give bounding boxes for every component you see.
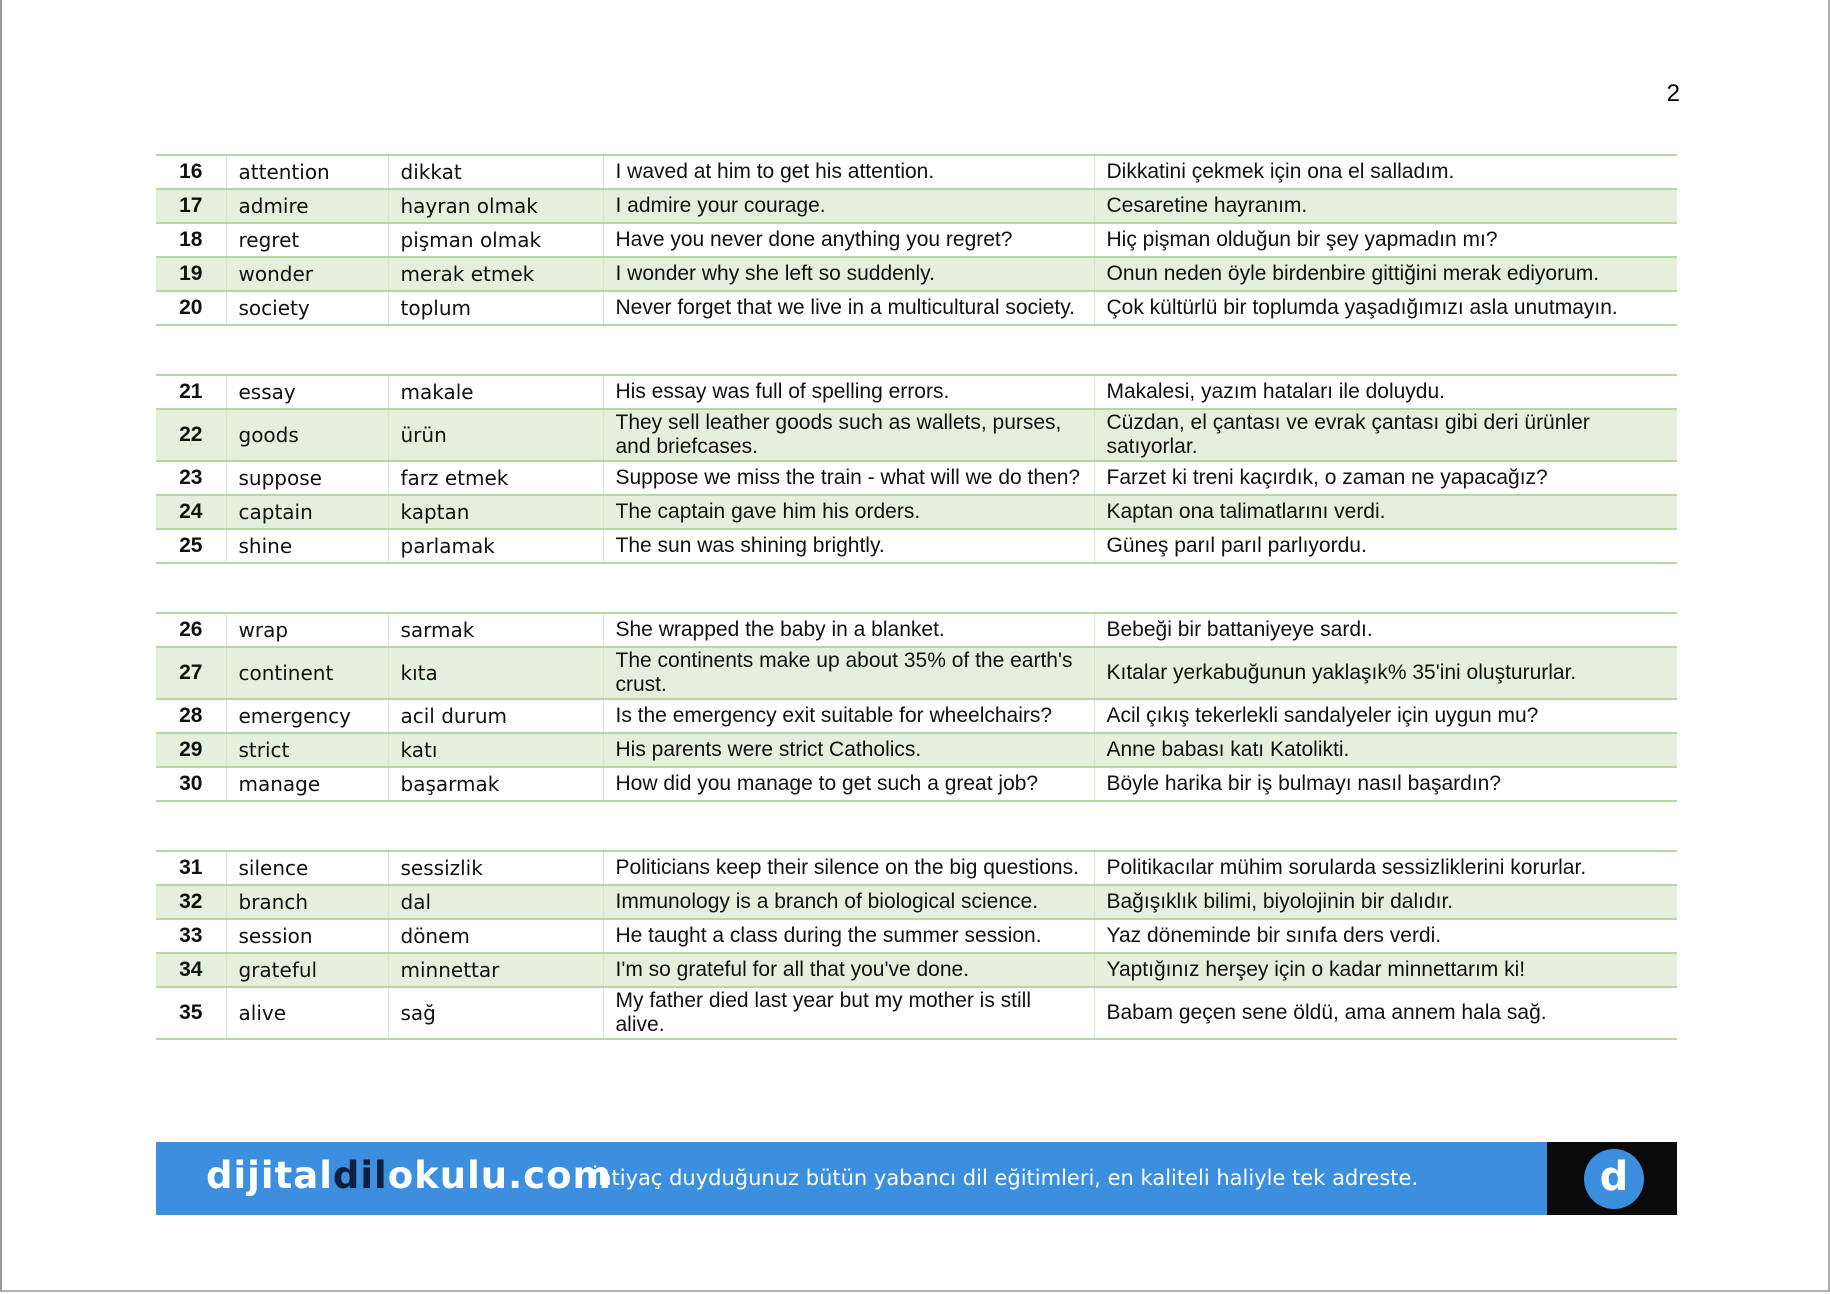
table-row xyxy=(156,647,1677,699)
example-sentence: His parents were strict Catholics. xyxy=(603,733,1094,767)
table-row xyxy=(156,461,1677,495)
english-word: captain xyxy=(226,495,388,529)
example-sentence: The captain gave him his orders. xyxy=(603,495,1094,529)
example-translation: Babam geçen sene öldü, ama annem hala sağ. xyxy=(1094,987,1677,1039)
example-translation: Anne babası katı Katolikti. xyxy=(1094,733,1677,767)
row-number: 24 xyxy=(156,495,226,529)
table-row xyxy=(156,851,1677,885)
example-translation: Politikacılar mühim sorularda sessizliklerini korurlar. xyxy=(1094,851,1677,885)
example-translation: Cüzdan, el çantası ve evrak çantası gibi deri ürünler satıyorlar. xyxy=(1094,409,1677,461)
row-number: 32 xyxy=(156,885,226,919)
logo-icon[interactable]: d xyxy=(1584,1149,1644,1209)
example-translation: Makalesi, yazım hataları ile doluydu. xyxy=(1094,375,1677,409)
footer-banner xyxy=(156,1142,1677,1215)
example-sentence: Is the emergency exit suitable for wheelchairs? xyxy=(603,699,1094,733)
vocab-table xyxy=(156,612,1677,802)
row-number: 25 xyxy=(156,529,226,563)
turkish-translation: merak etmek xyxy=(388,257,603,291)
example-sentence: Suppose we miss the train - what will we do then? xyxy=(603,461,1094,495)
example-translation: Kıtalar yerkabuğunun yaklaşık% 35'ini oluştururlar. xyxy=(1094,647,1677,699)
turkish-translation: katı xyxy=(388,733,603,767)
example-sentence: She wrapped the baby in a blanket. xyxy=(603,613,1094,647)
row-number: 28 xyxy=(156,699,226,733)
example-sentence: Have you never done anything you regret? xyxy=(603,223,1094,257)
row-number: 26 xyxy=(156,613,226,647)
english-word: manage xyxy=(226,767,388,801)
english-word: essay xyxy=(226,375,388,409)
row-number: 18 xyxy=(156,223,226,257)
table-row xyxy=(156,529,1677,563)
english-word: wonder xyxy=(226,257,388,291)
row-number: 30 xyxy=(156,767,226,801)
row-number: 19 xyxy=(156,257,226,291)
example-sentence: The sun was shining brightly. xyxy=(603,529,1094,563)
site-name-part3: okulu.com xyxy=(387,1154,613,1197)
english-word: branch xyxy=(226,885,388,919)
english-word: alive xyxy=(226,987,388,1039)
row-number: 35 xyxy=(156,987,226,1039)
english-word: regret xyxy=(226,223,388,257)
page-number: 2 xyxy=(1666,80,1680,107)
english-word: wrap xyxy=(226,613,388,647)
row-number: 34 xyxy=(156,953,226,987)
example-translation: Bebeği bir battaniyeye sardı. xyxy=(1094,613,1677,647)
table-row xyxy=(156,733,1677,767)
example-sentence: Politicians keep their silence on the big questions. xyxy=(603,851,1094,885)
english-word: emergency xyxy=(226,699,388,733)
english-word: session xyxy=(226,919,388,953)
example-sentence: How did you manage to get such a great job? xyxy=(603,767,1094,801)
row-number: 20 xyxy=(156,291,226,325)
example-translation: Böyle harika bir iş bulmayı nasıl başardın? xyxy=(1094,767,1677,801)
table-row xyxy=(156,495,1677,529)
example-translation: Güneş parıl parıl parlıyordu. xyxy=(1094,529,1677,563)
example-translation: Yaz döneminde bir sınıfa ders verdi. xyxy=(1094,919,1677,953)
table-row xyxy=(156,291,1677,325)
example-sentence: I'm so grateful for all that you've done. xyxy=(603,953,1094,987)
english-word: admire xyxy=(226,189,388,223)
turkish-translation: minnettar xyxy=(388,953,603,987)
turkish-translation: başarmak xyxy=(388,767,603,801)
turkish-translation: farz etmek xyxy=(388,461,603,495)
example-sentence: My father died last year but my mother is still alive. xyxy=(603,987,1094,1039)
example-translation: Çok kültürlü bir toplumda yaşadığımızı asla unutmayın. xyxy=(1094,291,1677,325)
vocab-table xyxy=(156,154,1677,326)
example-sentence: His essay was full of spelling errors. xyxy=(603,375,1094,409)
row-number: 21 xyxy=(156,375,226,409)
example-sentence: The continents make up about 35% of the earth's crust. xyxy=(603,647,1094,699)
turkish-translation: ürün xyxy=(388,409,603,461)
example-translation: Farzet ki treni kaçırdık, o zaman ne yapacağız? xyxy=(1094,461,1677,495)
example-sentence: I admire your courage. xyxy=(603,189,1094,223)
site-name-part1: dijital xyxy=(206,1154,333,1197)
row-number: 31 xyxy=(156,851,226,885)
example-sentence: He taught a class during the summer session. xyxy=(603,919,1094,953)
turkish-translation: toplum xyxy=(388,291,603,325)
table-row xyxy=(156,885,1677,919)
english-word: attention xyxy=(226,155,388,189)
english-word: society xyxy=(226,291,388,325)
example-sentence: They sell leather goods such as wallets, purses, and briefcases. xyxy=(603,409,1094,461)
english-word: goods xyxy=(226,409,388,461)
example-translation: Acil çıkış tekerlekli sandalyeler için uygun mu? xyxy=(1094,699,1677,733)
vocab-table xyxy=(156,374,1677,564)
row-number: 27 xyxy=(156,647,226,699)
table-row xyxy=(156,189,1677,223)
table-row xyxy=(156,257,1677,291)
footer-zigzag-edge xyxy=(1541,1142,1561,1215)
vocabulary-list xyxy=(156,154,1677,1088)
english-word: silence xyxy=(226,851,388,885)
example-sentence: Immunology is a branch of biological science. xyxy=(603,885,1094,919)
turkish-translation: sessizlik xyxy=(388,851,603,885)
row-number: 23 xyxy=(156,461,226,495)
table-row xyxy=(156,155,1677,189)
example-translation: Bağışıklık bilimi, biyolojinin bir dalıdır. xyxy=(1094,885,1677,919)
turkish-translation: sarmak xyxy=(388,613,603,647)
table-row xyxy=(156,409,1677,461)
example-sentence: Never forget that we live in a multicultural society. xyxy=(603,291,1094,325)
example-translation: Hiç pişman olduğun bir şey yapmadın mı? xyxy=(1094,223,1677,257)
example-sentence: I waved at him to get his attention. xyxy=(603,155,1094,189)
table-row xyxy=(156,699,1677,733)
row-number: 33 xyxy=(156,919,226,953)
turkish-translation: kaptan xyxy=(388,495,603,529)
row-number: 29 xyxy=(156,733,226,767)
example-translation: Kaptan ona talimatlarını verdi. xyxy=(1094,495,1677,529)
english-word: suppose xyxy=(226,461,388,495)
example-translation: Cesaretine hayranım. xyxy=(1094,189,1677,223)
turkish-translation: dikkat xyxy=(388,155,603,189)
english-word: continent xyxy=(226,647,388,699)
table-row xyxy=(156,613,1677,647)
turkish-translation: acil durum xyxy=(388,699,603,733)
row-number: 16 xyxy=(156,155,226,189)
footer-site-name[interactable] xyxy=(206,1154,612,1197)
table-row xyxy=(156,767,1677,801)
english-word: shine xyxy=(226,529,388,563)
table-row xyxy=(156,223,1677,257)
row-number: 22 xyxy=(156,409,226,461)
vocab-table xyxy=(156,850,1677,1040)
english-word: strict xyxy=(226,733,388,767)
footer-tagline: İhtiyaç duyduğunuz bütün yabancı dil eğitimleri, en kaliteli haliyle tek adreste. xyxy=(592,1166,1419,1190)
turkish-translation: dal xyxy=(388,885,603,919)
example-translation: Dikkatini çekmek için ona el salladım. xyxy=(1094,155,1677,189)
turkish-translation: makale xyxy=(388,375,603,409)
turkish-translation: parlamak xyxy=(388,529,603,563)
table-row xyxy=(156,919,1677,953)
site-name-part2: dil xyxy=(332,1154,388,1197)
turkish-translation: hayran olmak xyxy=(388,189,603,223)
english-word: grateful xyxy=(226,953,388,987)
turkish-translation: dönem xyxy=(388,919,603,953)
row-number: 17 xyxy=(156,189,226,223)
turkish-translation: kıta xyxy=(388,647,603,699)
example-translation: Onun neden öyle birdenbire gittiğini merak ediyorum. xyxy=(1094,257,1677,291)
example-sentence: I wonder why she left so suddenly. xyxy=(603,257,1094,291)
table-row xyxy=(156,375,1677,409)
turkish-translation: sağ xyxy=(388,987,603,1039)
table-row xyxy=(156,953,1677,987)
example-translation: Yaptığınız herşey için o kadar minnettarım ki! xyxy=(1094,953,1677,987)
table-row xyxy=(156,987,1677,1039)
turkish-translation: pişman olmak xyxy=(388,223,603,257)
